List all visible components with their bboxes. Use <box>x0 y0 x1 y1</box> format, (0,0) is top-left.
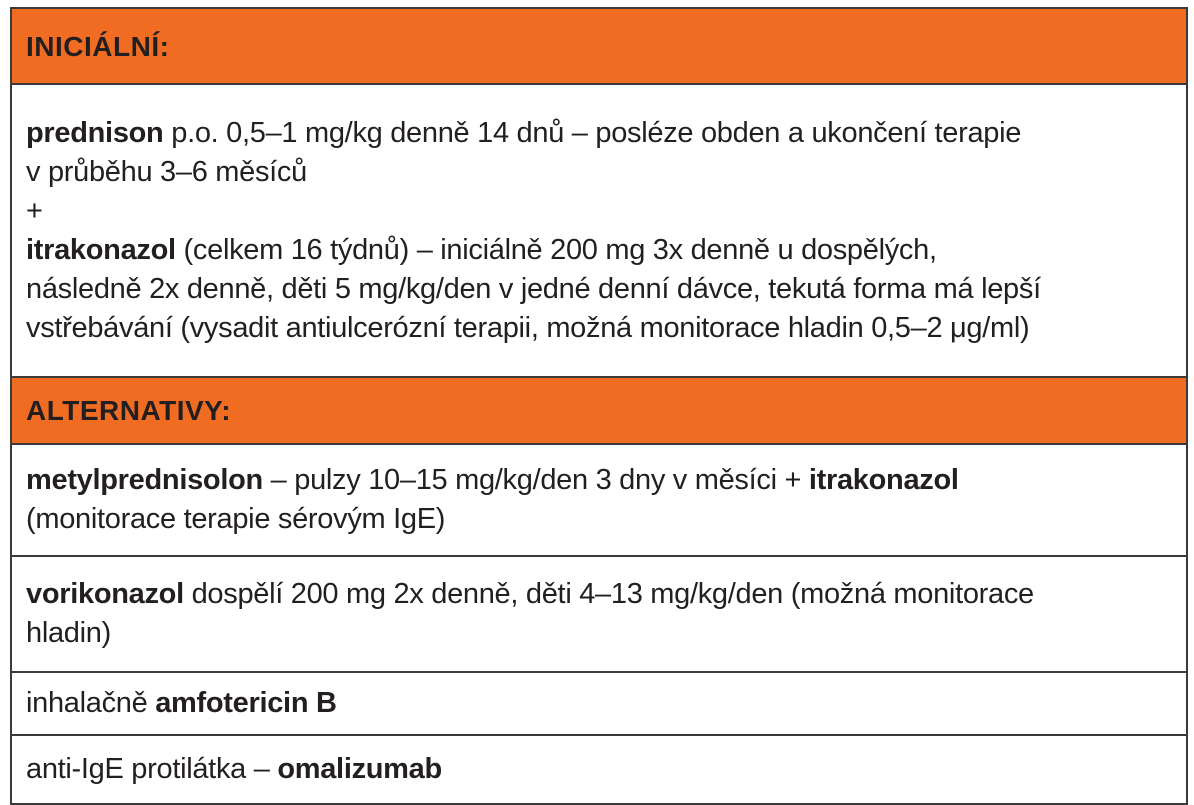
alt1-line-2: (monitorace terapie sérovým IgE) <box>26 503 446 535</box>
alt2-line-1-text: dospělí 200 mg 2x denně, děti 4–13 mg/kg/den (možná monitorace <box>183 578 1034 610</box>
plus-sign: + <box>26 194 43 227</box>
alt4-line-1 <box>26 750 1172 789</box>
alt2-line-1 <box>26 575 1172 614</box>
initial-line-2: v průběhu 3–6 měsíců <box>26 155 307 188</box>
drug-metylprednisolon: metylprednisolon <box>26 464 263 496</box>
alt1-line-1-text: – pulzy 10–15 mg/kg/den 3 dny v měsíci + <box>262 464 809 496</box>
initial-line-6: vstřebávání (vysadit antiulcerózní terapii, možná monitorace hladin 0,5–2 μg/ml) <box>26 311 1030 344</box>
initial-line-4-text: (celkem 16 týdnů) – iniciálně 200 mg 3x denně u dospělých, <box>175 233 937 266</box>
alt3-line-1 <box>26 684 1172 723</box>
drug-prednison: prednison <box>26 116 164 149</box>
alt1-line-1 <box>26 461 1172 500</box>
section-title-initial: INICIÁLNÍ: <box>26 30 170 62</box>
alternative-vorikonazol <box>12 555 1186 671</box>
alternative-metylprednisolon <box>12 443 1186 555</box>
alternative-omalizumab <box>12 734 1186 803</box>
section-header-initial <box>12 9 1186 83</box>
initial-therapy-cell <box>12 83 1186 376</box>
alt4-line-1-text: anti-IgE protilátka – <box>26 753 278 785</box>
drug-omalizumab: omalizumab <box>277 753 442 785</box>
alternative-amfotericin <box>12 671 1186 734</box>
alt2-line-2: hladin) <box>26 617 111 649</box>
therapy-table <box>10 7 1188 805</box>
section-header-alternatives <box>12 376 1186 443</box>
drug-itrakonazol: itrakonazol <box>26 233 176 266</box>
drug-itrakonazol-alt: itrakonazol <box>808 464 959 496</box>
section-title-alternatives: ALTERNATIVY: <box>26 395 232 426</box>
alt3-line-1-text: inhalačně <box>26 687 156 719</box>
drug-amfotericin-b: amfotericin B <box>155 687 337 719</box>
initial-line-1 <box>26 114 1172 153</box>
initial-line-5: následně 2x denně, děti 5 mg/kg/den v jedné denní dávce, tekutá forma má lepší <box>26 272 1041 305</box>
initial-line-1-text: p.o. 0,5–1 mg/kg denně 14 dnů – posléze obden a ukončení terapie <box>163 116 1022 149</box>
drug-vorikonazol: vorikonazol <box>26 578 184 610</box>
initial-line-4 <box>26 231 1172 270</box>
